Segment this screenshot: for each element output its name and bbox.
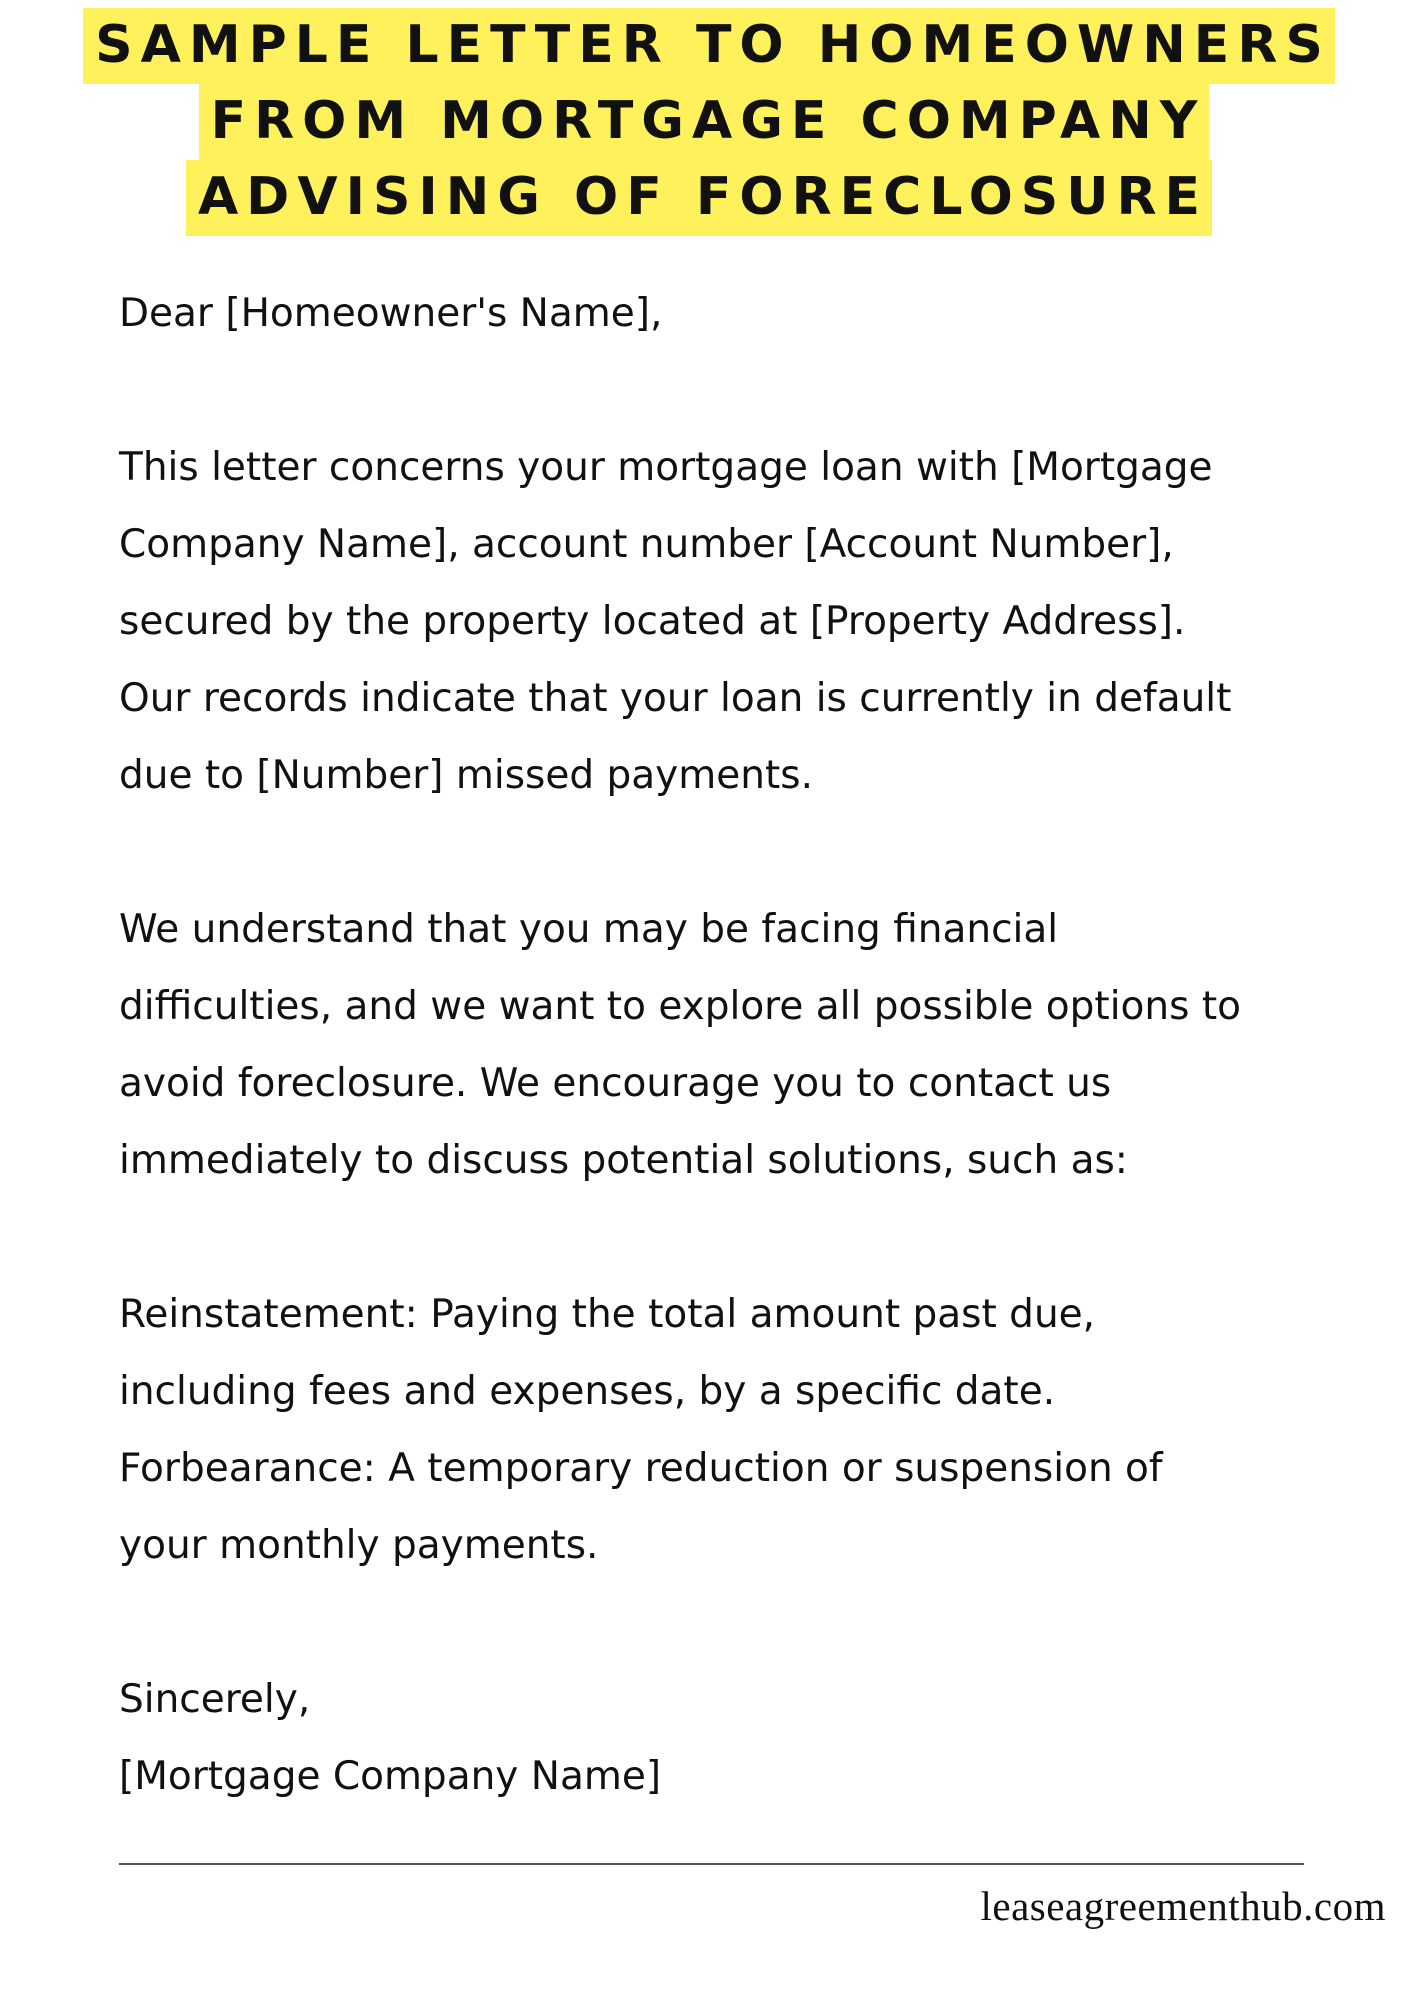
- paragraph-line: difficulties, and we want to explore all possible options to: [119, 984, 1241, 1029]
- paragraph-line: including fees and expenses, by a specific date.: [119, 1369, 1056, 1414]
- title-line-2: FROM MORTGAGE COMPANY: [199, 84, 1210, 160]
- paragraph-gap: [119, 814, 1359, 891]
- closing: Sincerely,: [119, 1677, 311, 1722]
- paragraph-line: your monthly payments.: [119, 1523, 599, 1568]
- paragraph-line: Forbearance: A temporary reduction or suspension of: [119, 1446, 1163, 1491]
- paragraph-line: This letter concerns your mortgage loan with [Mortgage: [119, 445, 1213, 490]
- paragraph-line: secured by the property located at [Property Address].: [119, 599, 1186, 644]
- signature: [Mortgage Company Name]: [119, 1754, 662, 1799]
- paragraph-gap: [119, 1584, 1359, 1661]
- paragraph-gap: [119, 352, 1359, 429]
- document-title: [0, 8, 1414, 236]
- salutation: Dear [Homeowner's Name],: [119, 291, 663, 336]
- paragraph-options-intro: [119, 891, 1359, 1199]
- letter-body: [119, 275, 1359, 1815]
- paragraph-gap: [119, 1199, 1359, 1276]
- paragraph-line: due to [Number] missed payments.: [119, 753, 813, 798]
- paragraph-line: We understand that you may be facing financial: [119, 907, 1059, 952]
- paragraph-line: avoid foreclosure. We encourage you to contact us: [119, 1061, 1112, 1106]
- paragraph-line: immediately to discuss potential solutions, such as:: [119, 1138, 1128, 1183]
- paragraph-line: Reinstatement: Paying the total amount past due,: [119, 1292, 1096, 1337]
- paragraph-line: Company Name], account number [Account Number],: [119, 522, 1174, 567]
- footer-website: leaseagreementhub.com: [980, 1883, 1386, 1929]
- paragraph-line: Our records indicate that your loan is currently in default: [119, 676, 1232, 721]
- paragraph-account-details: [119, 429, 1359, 814]
- title-line-3: ADVISING OF FORECLOSURE: [186, 160, 1212, 236]
- title-line-1: SAMPLE LETTER TO HOMEOWNERS: [83, 8, 1335, 84]
- paragraph-solutions: [119, 1276, 1359, 1584]
- footer-divider: [119, 1863, 1304, 1865]
